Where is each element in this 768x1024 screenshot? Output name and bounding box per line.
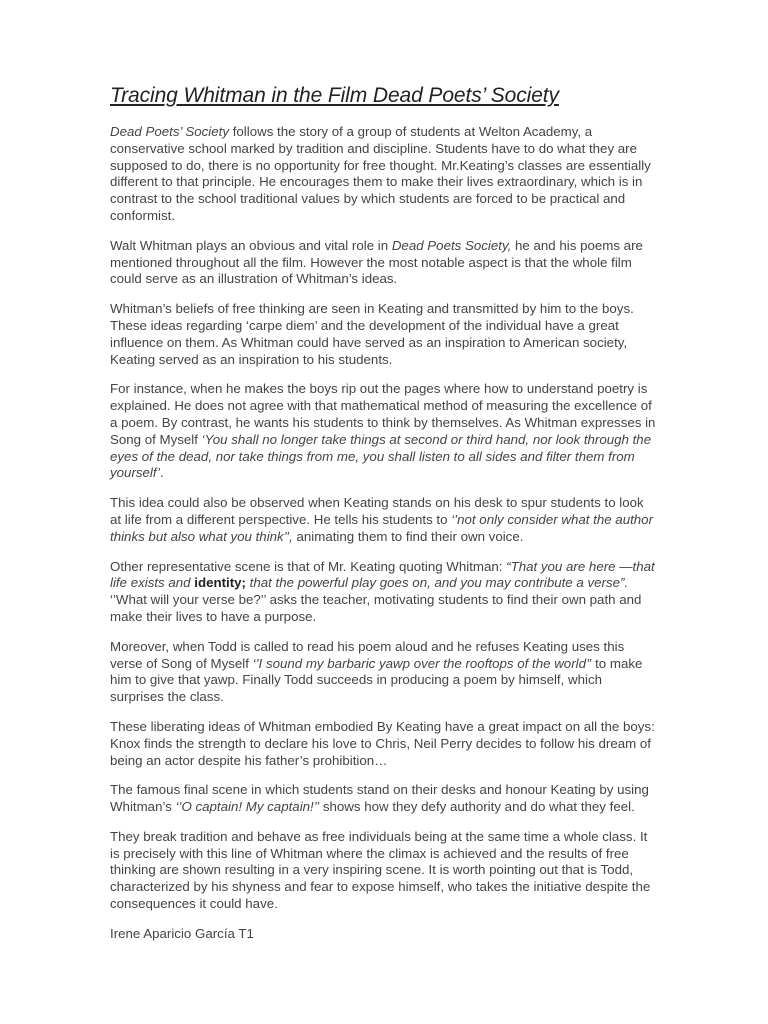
italic-text: Dead Poets’ Society bbox=[110, 124, 230, 139]
paragraph-text: animating them to find their own voice. bbox=[292, 528, 524, 544]
italic-text: ‘’not only consider what the author thinks but also what you think’’, bbox=[110, 511, 654, 544]
body-paragraph bbox=[110, 719, 658, 769]
document-title: Tracing Whitman in the Film Dead Poets’ Society bbox=[110, 84, 559, 107]
paragraph-text: Walt Whitman plays an obvious and vital role in bbox=[110, 237, 392, 253]
paragraph-text: to make him to give that yawp. Finally Todd succeeds in producing a poem by himself, which surprises the class. bbox=[110, 655, 643, 705]
paragraph-text: shows how they defy authority and do what they feel. bbox=[319, 799, 635, 815]
document-body bbox=[110, 124, 658, 913]
italic-text: that the powerful play goes on, and you may contribute a verse”. bbox=[245, 575, 629, 591]
body-paragraph bbox=[110, 829, 658, 913]
body-paragraph bbox=[110, 782, 658, 816]
bold-text: identity; bbox=[194, 575, 246, 591]
body-paragraph bbox=[110, 301, 658, 368]
paragraph-text: . bbox=[160, 465, 164, 481]
italic-text: ‘’O captain! My captain!’’ bbox=[175, 799, 320, 815]
author-signature: Irene Aparicio García T1 bbox=[110, 925, 254, 941]
paragraph-text: Whitman’s beliefs of free thinking are seen in Keating and transmitted by him to the boys. These ideas regarding ‘carpe diem’ and the development of the individual have a great influence on them. As Whitman could have served as an inspiration to American society, Keating served as an inspiration to his students. bbox=[110, 301, 634, 367]
italic-text: “That you are here —that life exists and bbox=[110, 558, 655, 591]
paragraph-text: This idea could also be observed when Keating stands on his desk to spur students to look at life from a different perspective. He tells his students to bbox=[110, 495, 644, 527]
body-paragraph bbox=[110, 495, 658, 545]
paragraph-text: These liberating ideas of Whitman embodied By Keating have a great impact on all the boys: Knox finds the strength to declare his love to Chris, Neil Perry decides to follow his dream of being an actor despite his father’s prohibition… bbox=[110, 718, 655, 768]
paragraph-text: follows the story of a group of students at Welton Academy, a conservative school marked by tradition and discipline. Students have to do what they are supposed to do, there is no opportunity for free thought. Mr.Keating’s classes are essentially different to that principle. He encourages them to make their lives extraordinary, which is in contrast to the school traditional values by which students are forced to be practical and conformist. bbox=[110, 124, 651, 223]
paragraph-text: They break tradition and behave as free individuals being at the same time a whole class. It is precisely with this line of Whitman where the climax is achieved and the results of free thinking are shown resulting in a very inspiring scene. It is worth pointing out that is Todd, characterized by his shyness and fear to expose himself, who takes the initiative despite the consequences it could have. bbox=[110, 828, 651, 912]
paragraph-text: Other representative scene is that of Mr. Keating quoting Whitman: bbox=[110, 558, 507, 574]
paragraph-text: he and his poems are mentioned throughout all the film. However the most notable aspect is that the whole film could serve as an illustration of Whitman’s ideas. bbox=[110, 237, 643, 287]
italic-text: ‘’I sound my barbaric yawp over the rooftops of the world’’ bbox=[252, 655, 592, 671]
body-paragraph bbox=[110, 124, 658, 225]
paragraph-text: For instance, when he makes the boys rip out the pages where how to understand poetry is explained. He does not agree with that mathematical method of measuring the excellence of a poem. By contrast, he wants his students to think by themselves. As Whitman expresses in Song of Myself bbox=[110, 381, 656, 447]
paragraph-text: The famous final scene in which students stand on their desks and honour Keating by using Whitman’s bbox=[110, 782, 649, 815]
paragraph-text: ‘’What will your verse be?’’ asks the teacher, motivating students to find their own path and make their lives to have a purpose. bbox=[110, 592, 642, 624]
body-paragraph bbox=[110, 639, 658, 706]
paragraph-text: Moreover, when Todd is called to read his poem aloud and he refuses Keating uses this verse of Song of Myself bbox=[110, 638, 625, 671]
body-paragraph bbox=[110, 559, 658, 626]
body-paragraph bbox=[110, 238, 658, 288]
body-paragraph bbox=[110, 381, 658, 482]
italic-text: Dead Poets Society, bbox=[391, 237, 512, 253]
italic-text: ‘You shall no longer take things at second or third hand, nor look through the eyes of the dead, nor take things from me, you shall listen to all sides and filter them from yourself’ bbox=[110, 431, 652, 481]
document-page bbox=[110, 84, 658, 943]
